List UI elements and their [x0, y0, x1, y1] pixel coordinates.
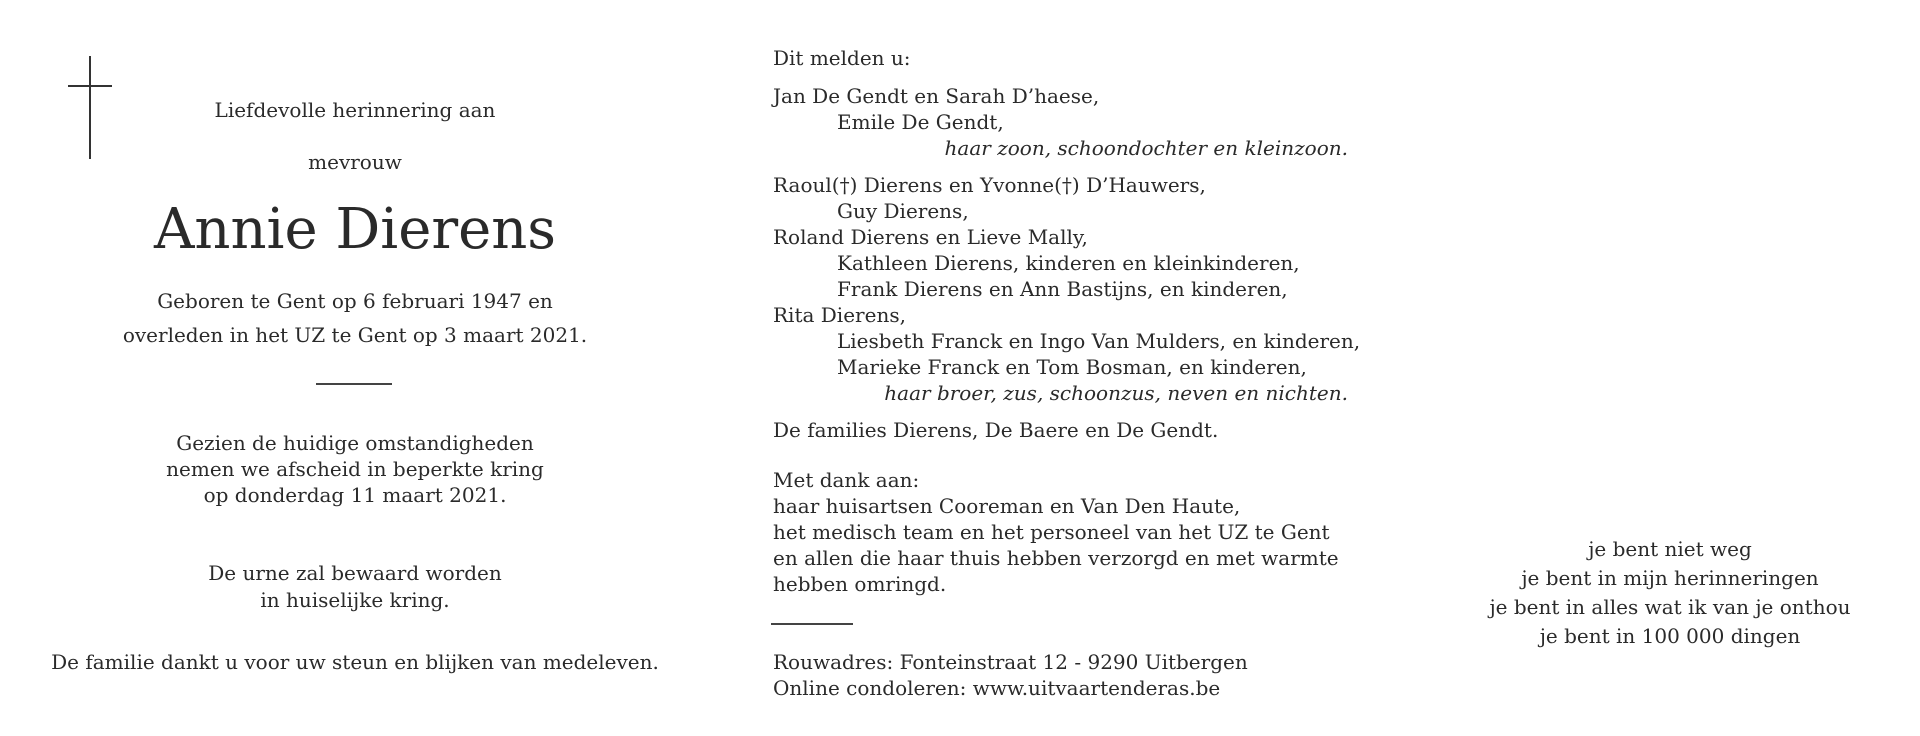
- intro-text: Liefdevolle herinnering aan: [214, 98, 496, 122]
- mourning-address: Rouwadres: Fonteinstraat 12 - 9290 Uitbergen: [773, 650, 1248, 674]
- poem-line: je bent niet weg: [1588, 537, 1752, 561]
- family-line: Frank Dierens en Ann Bastijns, en kinderen,: [837, 277, 1288, 301]
- poem-line: je bent in alles wat ik van je onthou: [1489, 595, 1851, 619]
- thanks-title: Met dank aan:: [773, 468, 920, 492]
- extended-families: De families Dierens, De Baere en De Gendt.: [773, 418, 1219, 442]
- farewell-line: nemen we afscheid in beperkte kring: [166, 457, 544, 481]
- thanks-line: het medisch team en het personeel van het UZ te Gent: [773, 520, 1330, 544]
- family-relation: haar broer, zus, schoonzus, neven en nichten.: [884, 381, 1348, 405]
- poem-line: je bent in 100 000 dingen: [1539, 624, 1801, 648]
- family-line: Guy Dierens,: [837, 199, 969, 223]
- family-line: Emile De Gendt,: [837, 110, 1004, 134]
- poem: [1470, 535, 1870, 651]
- divider: [771, 623, 853, 625]
- farewell-line: Gezien de huidige omstandigheden: [176, 431, 534, 455]
- died-line: overleden in het UZ te Gent op 3 maart 2021.: [122, 323, 588, 347]
- family-relation: haar zoon, schoondochter en kleinzoon.: [944, 136, 1348, 160]
- urn-info: [30, 560, 680, 614]
- divider: [316, 383, 392, 385]
- online-condolences: Online condoleren: www.uitvaartenderas.be: [773, 676, 1221, 700]
- cross-icon-bar: [68, 85, 112, 87]
- family-line: Liesbeth Franck en Ingo Van Mulders, en kinderen,: [837, 329, 1361, 353]
- family-line: Marieke Franck en Tom Bosman, en kinderen,: [837, 355, 1307, 379]
- poem-line: je bent in mijn herinneringen: [1521, 566, 1819, 590]
- urn-line: De urne zal bewaard worden: [208, 561, 502, 585]
- contact-info: [773, 649, 1393, 701]
- thanks-line: haar huisartsen Cooreman en Van Den Haute,: [773, 494, 1241, 518]
- family-line: Kathleen Dierens, kinderen en kleinkinderen,: [837, 251, 1300, 275]
- family-group-son: [773, 83, 1393, 161]
- family-thanks: De familie dankt u voor uw steun en blijken van medeleven.: [51, 650, 659, 674]
- family-line: Roland Dierens en Lieve Mally,: [773, 225, 1088, 249]
- thanks-line: en allen die haar thuis hebben verzorgd en met warmte: [773, 546, 1339, 570]
- birth-death-info: [30, 284, 680, 352]
- family-line: Rita Dierens,: [773, 303, 906, 327]
- thanks-line: hebben omringd.: [773, 572, 947, 596]
- family-line: Raoul(†) Dierens en Yvonne(†) D’Hauwers,: [773, 173, 1206, 197]
- deceased-name: Annie Dierens: [153, 197, 557, 262]
- born-line: Geboren te Gent op 6 februari 1947 en: [157, 289, 553, 313]
- salutation: mevrouw: [308, 150, 402, 174]
- announcement-heading: Dit melden u:: [773, 46, 911, 70]
- family-group-siblings: [773, 172, 1393, 406]
- family-line: Jan De Gendt en Sarah D’haese,: [773, 84, 1100, 108]
- thanks-section: [773, 467, 1393, 597]
- farewell-info: [30, 430, 680, 508]
- urn-line: in huiselijke kring.: [260, 588, 450, 612]
- farewell-line: op donderdag 11 maart 2021.: [203, 483, 507, 507]
